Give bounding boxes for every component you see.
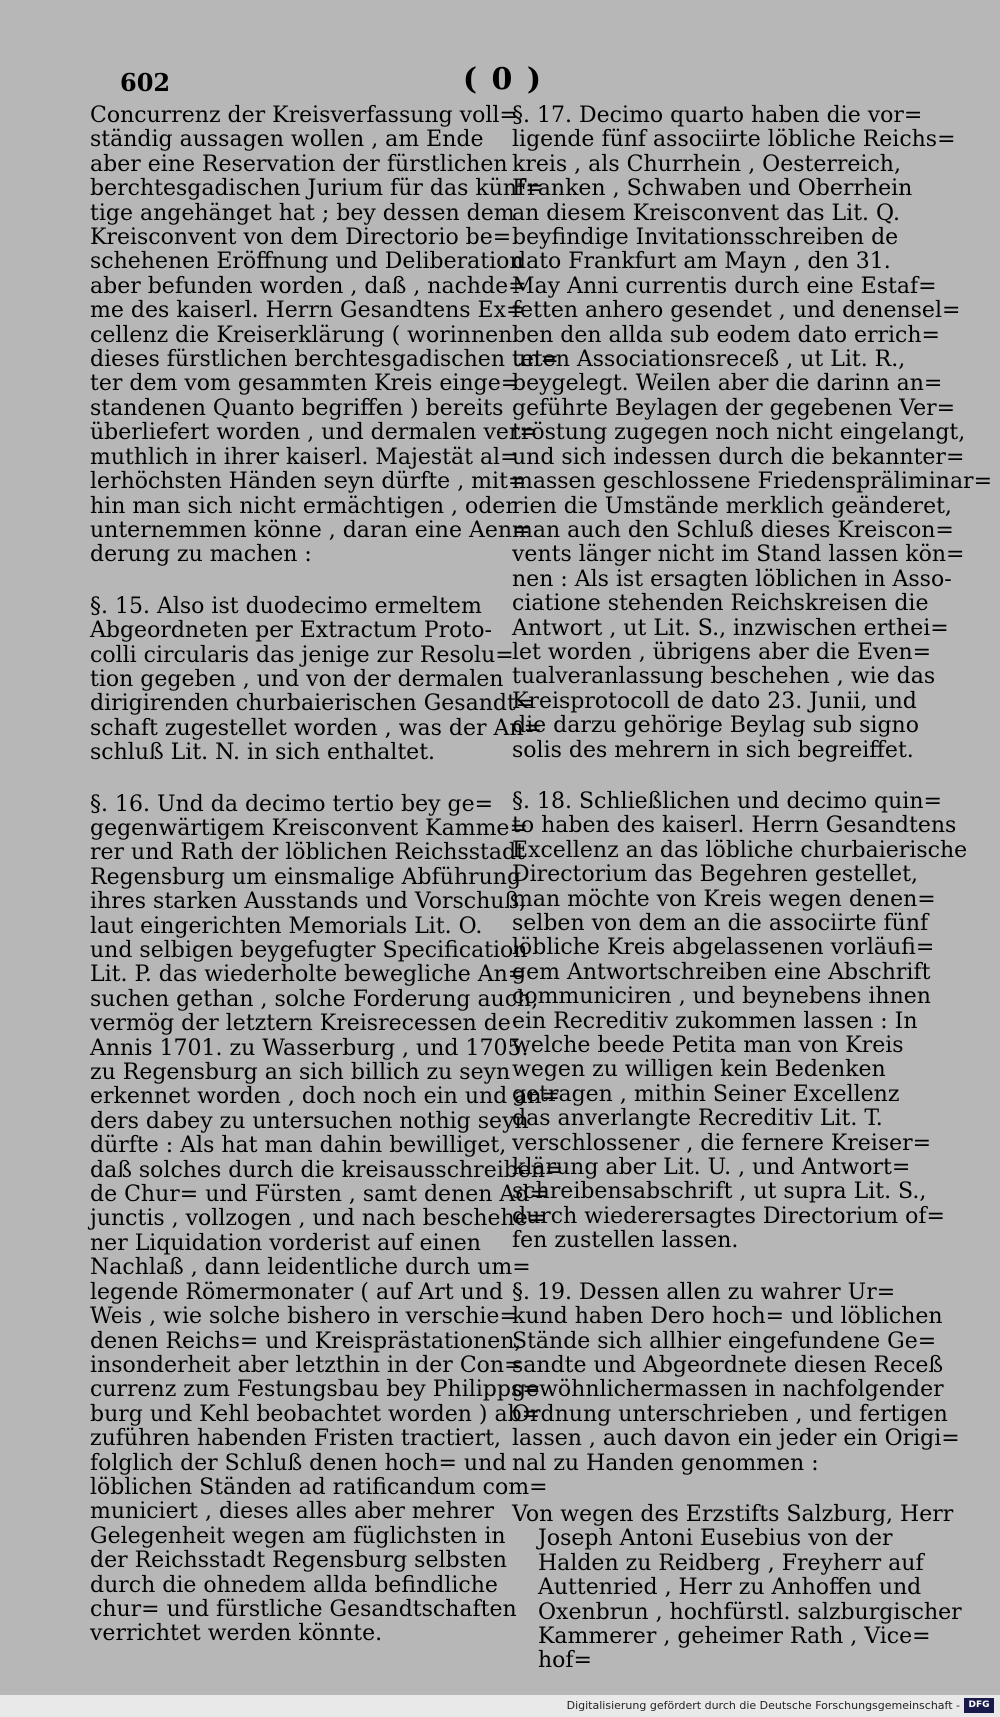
text-line: Nachlaß , dann leidentliche durch um= bbox=[90, 1255, 531, 1281]
text-line: tion gegeben , und von der dermalen bbox=[90, 666, 504, 692]
text-line: nal zu Handen genommen : bbox=[512, 1450, 819, 1476]
text-line: an diesem Kreisconvent das Lit. Q. bbox=[512, 200, 900, 226]
text-line: denen Reichs= und Kreisprästationen, bbox=[90, 1328, 522, 1354]
text-line: löbliche Kreis abgelassenen vorläufi= bbox=[512, 935, 935, 961]
text-line: dato Frankfurt am Mayn , den 31. bbox=[512, 249, 891, 275]
text-line: let worden , übrigens aber die Even= bbox=[512, 639, 932, 665]
text-line: ter dem vom gesammten Kreis einge= bbox=[90, 371, 520, 397]
text-line: lassen , auch davon ein jeder ein Origi= bbox=[512, 1426, 960, 1452]
text-line: geführte Beylagen der gegebenen Ver= bbox=[512, 395, 956, 421]
dfg-logo: DFG bbox=[964, 1698, 994, 1713]
footer-credit: Digitalisierung gefördert durch die Deutsche Forschungsgemeinschaft - bbox=[566, 1699, 960, 1712]
text-line: Von wegen des Erzstifts Salzburg, Herr bbox=[512, 1501, 954, 1527]
text-line: verschlossener , die fernere Kreiser= bbox=[512, 1130, 932, 1156]
text-line: standenen Quanto begriffen ) bereits bbox=[90, 395, 504, 421]
text-line: ders dabey zu untersuchen nothig seyn bbox=[90, 1108, 529, 1134]
text-line: und selbigen beygefugter Specification bbox=[90, 938, 528, 963]
running-head-ornament: ( 0 ) bbox=[462, 62, 544, 97]
text-line: junctis , vollzogen , und nach beschehe= bbox=[90, 1206, 547, 1232]
text-line: chur= und fürstliche Gesandtschaften bbox=[90, 1596, 517, 1622]
text-line: fen zustellen lassen. bbox=[512, 1228, 739, 1254]
text-line: hin man sich nicht ermächtigen , oder bbox=[90, 493, 516, 519]
text-line: Franken , Schwaben und Oberrhein bbox=[512, 176, 913, 202]
text-line: Kammerer , geheimer Rath , Vice= bbox=[538, 1623, 931, 1649]
paragraph bbox=[90, 593, 542, 766]
text-line: dieses fürstlichen berchtesgadischen un= bbox=[90, 347, 559, 373]
text-line: Annis 1701. zu Wasserburg , und 1705. bbox=[90, 1035, 529, 1061]
text-line: tröstung zugegen noch nicht eingelangt, bbox=[512, 420, 966, 446]
text-line: cellenz die Kreiserklärung ( worinnen bbox=[90, 322, 513, 348]
text-line: Weis , wie solche bishero in verschie= bbox=[90, 1304, 518, 1330]
text-line: schaft zugestellet worden , was der An= bbox=[90, 715, 542, 741]
paragraph bbox=[512, 788, 968, 1254]
text-line: dirigirenden churbaierischen Gesandt= bbox=[90, 691, 535, 717]
text-line: ben den allda sub eodem dato errich= bbox=[512, 322, 940, 348]
text-line: berchtesgadischen Jurium für das künf= bbox=[90, 176, 544, 202]
text-line: tualveranlassung beschehen , wie das bbox=[512, 664, 936, 690]
text-line: suchen gethan , solche Forderung auch, bbox=[90, 986, 539, 1012]
text-line: Directorium das Begehren gestellet, bbox=[512, 862, 919, 888]
text-line: schehenen Eröffnung und Deliberation bbox=[90, 249, 524, 275]
text-line: Excellenz an das löbliche churbaierische bbox=[512, 837, 968, 863]
text-line: löblichen Ständen ad ratificandum com= bbox=[90, 1474, 548, 1500]
paragraph bbox=[90, 791, 564, 1647]
text-line: hof= bbox=[538, 1648, 592, 1674]
footer-bar bbox=[0, 1695, 1000, 1717]
text-line: municiert , dieses alles aber mehrer bbox=[90, 1499, 495, 1525]
text-line: Halden zu Reidberg , Freyherr auf bbox=[538, 1550, 924, 1576]
paragraph bbox=[512, 1279, 960, 1476]
text-line: derung zu machen : bbox=[90, 542, 312, 568]
text-line: legende Römermonater ( auf Art und bbox=[90, 1279, 504, 1305]
text-line: solis des mehrern in sich begreiffet. bbox=[512, 737, 914, 763]
text-line: folglich der Schluß denen hoch= und bbox=[90, 1450, 507, 1476]
text-line: das anverlangte Recreditiv Lit. T. bbox=[512, 1106, 883, 1132]
text-line: zu Regensburg an sich billich zu seyn bbox=[90, 1060, 511, 1086]
text-line: und sich indessen durch die bekannter= bbox=[512, 444, 965, 470]
text-line: dürfte : Als hat man dahin bewilliget, bbox=[90, 1133, 507, 1159]
text-line: §. 18. Schließlichen und decimo quin= bbox=[512, 788, 942, 814]
text-line: laut eingerichten Memorials Lit. O. bbox=[90, 913, 483, 939]
text-line: kreis , als Churrhein , Oesterreich, bbox=[512, 151, 901, 177]
text-line: aber befunden worden , daß , nachde= bbox=[90, 273, 527, 299]
text-line: durch die ohnedem allda befindliche bbox=[90, 1572, 498, 1598]
text-line: man möchte von Kreis wegen denen= bbox=[512, 886, 936, 912]
text-line: beyfindige Invitationsschreiben de bbox=[512, 225, 899, 251]
text-line: Kreisconvent von dem Directorio be= bbox=[90, 225, 512, 251]
text-line: ner Liquidation vorderist auf einen bbox=[90, 1230, 481, 1256]
text-line: Antwort , ut Lit. S., inzwischen erthei= bbox=[512, 615, 949, 641]
text-line: Gelegenheit wegen am füglichsten in bbox=[90, 1523, 506, 1549]
text-line: schreibensabschrift , ut supra Lit. S., bbox=[512, 1179, 927, 1205]
text-line: zuführen habenden Fristen tractiert, bbox=[90, 1426, 501, 1452]
paragraph bbox=[512, 1501, 962, 1674]
text-line: Concurrenz der Kreisverfassung voll= bbox=[90, 103, 518, 128]
text-line: welche beede Petita man von Kreis bbox=[512, 1033, 904, 1059]
text-line: klärung aber Lit. U. , und Antwort= bbox=[512, 1155, 911, 1181]
text-line: Auttenried , Herr zu Anhoffen und bbox=[538, 1575, 922, 1601]
text-line: Abgeordneten per Extractum Proto- bbox=[90, 618, 492, 644]
text-line: erkennet worden , doch noch ein und an= bbox=[90, 1084, 560, 1110]
text-line: Ordnung unterschrieben , und fertigen bbox=[512, 1401, 948, 1427]
text-line: Kreisprotocoll de dato 23. Junii, und bbox=[512, 688, 917, 714]
text-line: muthlich in ihrer kaiserl. Majestät al= bbox=[90, 444, 519, 470]
text-line: Regensburg um einsmalige Abführung bbox=[90, 864, 522, 890]
text-line: lerhöchsten Händen seyn dürfte , mit= bbox=[90, 469, 527, 495]
paragraph bbox=[512, 103, 993, 763]
text-line: §. 17. Decimo quarto haben die vor= bbox=[512, 103, 923, 128]
text-line: Joseph Antoni Eusebius von der bbox=[538, 1526, 893, 1552]
text-line: Oxenbrun , hochfürstl. salzburgischer bbox=[538, 1599, 962, 1625]
text-line: rien die Umstände merklich geänderet, bbox=[512, 493, 952, 519]
text-line: vermög der letztern Kreisrecessen de bbox=[90, 1011, 511, 1037]
text-line: daß solches durch die kreisausschreiben= bbox=[90, 1157, 564, 1183]
text-line: to haben des kaiserl. Herrn Gesandtens bbox=[512, 813, 957, 839]
text-line: getragen , mithin Seiner Excellenz bbox=[512, 1081, 900, 1107]
text-line: teten Associationsreceß , ut Lit. R., bbox=[512, 347, 906, 373]
text-line: unternemmen könne , daran eine Aen= bbox=[90, 517, 531, 543]
text-line: massen geschlossene Friedenspräliminar= bbox=[512, 469, 993, 495]
text-line: May Anni currentis durch eine Estaf= bbox=[512, 273, 937, 299]
text-line: currenz zum Festungsbau bey Philipps= bbox=[90, 1377, 541, 1403]
text-line: rer und Rath der löblichen Reichsstadt bbox=[90, 840, 525, 866]
text-line: man auch den Schluß dieses Kreiscon= bbox=[512, 517, 954, 543]
text-line: der Reichsstadt Regensburg selbsten bbox=[90, 1548, 507, 1574]
text-line: wegen zu willigen kein Bedenken bbox=[512, 1057, 886, 1083]
text-line: ihres starken Ausstands und Vorschuß, bbox=[90, 889, 527, 915]
page-number: 602 bbox=[120, 68, 171, 97]
paragraph bbox=[90, 103, 559, 568]
page-header bbox=[0, 58, 1000, 98]
text-line: §. 19. Dessen allen zu wahrer Ur= bbox=[512, 1279, 896, 1305]
text-line: fetten anhero gesendet , und denensel= bbox=[512, 298, 961, 324]
text-line: die darzu gehörige Beylag sub signo bbox=[512, 713, 919, 739]
text-line: tige angehänget hat ; bey dessen dem bbox=[90, 200, 515, 226]
right-column bbox=[512, 103, 993, 1701]
text-line: überliefert worden , und dermalen ver= bbox=[90, 420, 538, 446]
text-line: aber eine Reservation der fürstlichen bbox=[90, 151, 508, 177]
text-line: §. 16. Und da decimo tertio bey ge= bbox=[90, 791, 494, 817]
text-line: burg und Kehl beobachtet worden ) ab= bbox=[90, 1401, 541, 1427]
text-line: ständig aussagen wollen , am Ende bbox=[90, 127, 484, 153]
text-line: insonderheit aber letzthin in der Con= bbox=[90, 1352, 523, 1378]
text-line: kund haben Dero hoch= und löblichen bbox=[512, 1304, 943, 1330]
text-line: me des kaiserl. Herrn Gesandtens Ex= bbox=[90, 298, 525, 324]
text-line: §. 15. Also ist duodecimo ermeltem bbox=[90, 593, 482, 619]
text-line: ciatione stehenden Reichskreisen die bbox=[512, 591, 929, 617]
text-line: verrichtet werden könnte. bbox=[90, 1621, 383, 1647]
text-line: Stände sich allhier eingefundene Ge= bbox=[512, 1328, 937, 1354]
text-line: colli circularis das jenige zur Resolu= bbox=[90, 642, 514, 668]
text-line: schluß Lit. N. in sich enthaltet. bbox=[90, 740, 436, 766]
text-line: de Chur= und Fürsten , samt denen Ad= bbox=[90, 1182, 548, 1208]
text-line: gewöhnlichermassen in nachfolgender bbox=[512, 1377, 944, 1403]
text-line: nen : Als ist ersagten löblichen in Asso- bbox=[512, 566, 952, 592]
text-line: ein Recreditiv zukommen lassen : In bbox=[512, 1008, 918, 1034]
text-line: ligende fünf associirte löbliche Reichs= bbox=[512, 127, 956, 153]
left-column bbox=[90, 103, 564, 1674]
text-line: selben von dem an die associirte fünf bbox=[512, 911, 929, 936]
text-line: sandte und Abgeordnete diesen Receß bbox=[512, 1352, 944, 1378]
text-line: beygelegt. Weilen aber die darinn an= bbox=[512, 371, 943, 397]
text-line: Lit. P. das wiederholte bewegliche An= bbox=[90, 962, 527, 988]
text-line: vents länger nicht im Stand lassen kön= bbox=[512, 542, 965, 568]
text-line: gem Antwortschreiben eine Abschrift bbox=[512, 959, 931, 985]
text-line: durch wiederersagtes Directorium of= bbox=[512, 1203, 945, 1229]
text-line: communiciren , und beynebens ihnen bbox=[512, 984, 931, 1010]
text-line: gegenwärtigem Kreisconvent Kamme= bbox=[90, 815, 528, 841]
